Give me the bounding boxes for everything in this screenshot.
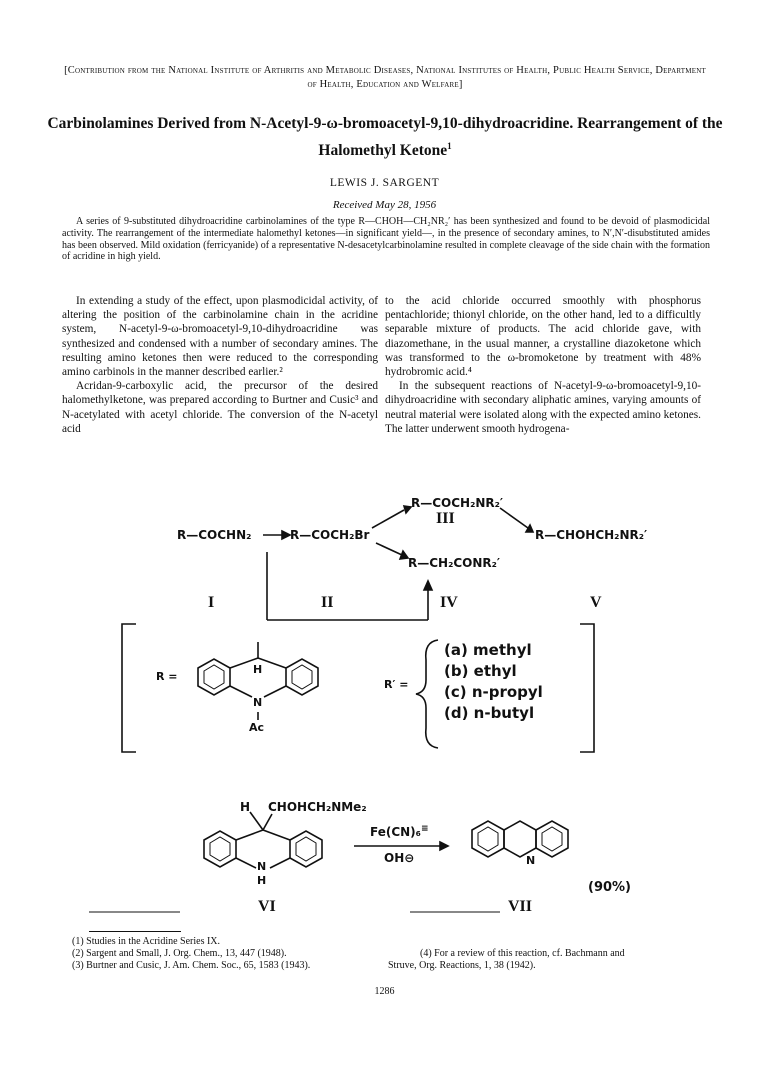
label-compound-I: I [208, 594, 215, 611]
paragraph: In the subsequent reactions of N-acetyl-9-ω-bromoacetyl-9,10-dihydroacridine with secondary aliphatic amines, varying amounts of neutral material were isolated along with the expected amino ketones. The latter underwent smooth hydrogena- [385, 380, 701, 435]
compound-VI-n: N [257, 860, 267, 873]
label-compound-VII: VII [508, 898, 533, 915]
paragraph: Acridan-9-carboxylic acid, the precursor of the desired halomethylketone, was prepared according to Burtner and Cusic³ and N-acetylated with acetyl chloride. The conversion of the N-acetyl acid [62, 380, 378, 435]
contribution-note: [Contribution from the National Institute of Arthritis and Metabolic Diseases, National Institutes of Health, Public Health Service, Department of Health, Education and Welfare] [64, 65, 706, 90]
label-compound-III: III [436, 510, 455, 527]
footnote-4b: Struve, Org. Reactions, 1, 38 (1942). [388, 960, 536, 971]
page-number: 1286 [374, 986, 395, 997]
compound-VI-h-bottom: H [257, 874, 267, 887]
footnote-3: (3) Burtner and Cusic, J. Am. Chem. Soc., 65, 1583 (1943). [72, 960, 311, 971]
compound-VII-n: N [526, 854, 536, 867]
footnote-2: (2) Sargent and Small, J. Org. Chem., 13, 447 (1948). [72, 948, 287, 959]
r-option-ethyl: (b) ethyl [444, 662, 517, 680]
footnote-1: (1) Studies in the Acridine Series IX. [72, 936, 221, 947]
compound-amide: R—CH₂CONR₂′ [408, 556, 501, 570]
r-option-methyl: (a) methyl [444, 641, 532, 659]
r-option-butyl: (d) n-butyl [444, 704, 535, 722]
label-compound-IV: IV [440, 594, 458, 611]
label-compound-II: II [321, 594, 334, 611]
r-prime-label: R′ = [384, 678, 409, 691]
compound-VI-h-top: H [240, 800, 251, 814]
paragraph: In extending a study of the effect, upon plasmodicidal activity, of altering the position of the carbinolamine chain in the acridine system, N-acetyl-9-ω-bromoacetyl-9,10-dihydroacridine was synthesized and condensed with a number of secondary amines. The resulting amino ketones then were reduced to the corresponding amino carbinols in the manner described earlier.² [62, 295, 378, 379]
r-prime-options [444, 640, 543, 724]
compound-VI-substituent: CHOHCH₂NMe₂ [268, 800, 367, 814]
title-footnote-mark: 1 [447, 141, 452, 151]
footnote-rule [89, 931, 181, 932]
reagent-ferricyanide [370, 824, 428, 839]
acridane-n-label: N [253, 696, 263, 709]
compound-bromoketone: R—COCH₂Br [290, 528, 370, 542]
footnote-4a: (4) For a review of this reaction, cf. Bachmann and [420, 948, 625, 959]
reagent-formula: Fe(CN)₆ [370, 825, 421, 839]
yield-label: (90%) [588, 880, 631, 895]
compound-diazoketone: R—COCHN₂ [177, 528, 252, 542]
received-date: Received May 28, 1956 [332, 199, 437, 211]
reagent-hydroxide: OH⊖ [384, 851, 415, 865]
r-definition-label: R = [156, 670, 178, 683]
compound-aminocarbinol: R—CHOHCH₂NR₂′ [535, 528, 648, 542]
reagent-charge: ≡ [420, 824, 429, 834]
title-text: Carbinolamines Derived from N-Acetyl-9-ω-bromoacetyl-9,10-dihydroacridine. Rearrangement of the Halomethyl Ketone [47, 115, 723, 160]
acetyl-label: Ac [249, 721, 265, 734]
paragraph: to the acid chloride occurred smoothly with phosphorus pentachloride; thionyl chloride, on the other hand, led to a difficultly separable mixture of products. The acid chloride gave, with diazomethane, in the usual manner, a crystalline diazoketone which was transformed to the ω-bromoketone by treatment with 48% hydrobromic acid.⁴ [385, 295, 701, 379]
acridane-h-label: H [253, 663, 263, 676]
label-compound-V: V [590, 594, 602, 611]
author: LEWIS J. SARGENT [329, 177, 440, 189]
r-option-propyl: (c) n-propyl [444, 683, 543, 701]
abstract: A series of 9-substituted dihydroacridine carbinolamines of the type R—CHOH—CH₂NR₂′ has been synthesized and found to be devoid of plasmodicidal activity. The rearrangement of the intermediate halomethyl ketones—in significant yield—, in the presence of secondary amines, to N′,N′-disubstituted amides has been observed. Mild oxidation (ferricyanide) of a representative N-desacetylcarbinolamine resulted in complete cleavage of the side chain with the formation of acridine in high yield. [62, 216, 710, 263]
compound-aminoketone: R—COCH₂NR₂′ [411, 496, 504, 510]
label-compound-VI: VI [258, 898, 276, 915]
